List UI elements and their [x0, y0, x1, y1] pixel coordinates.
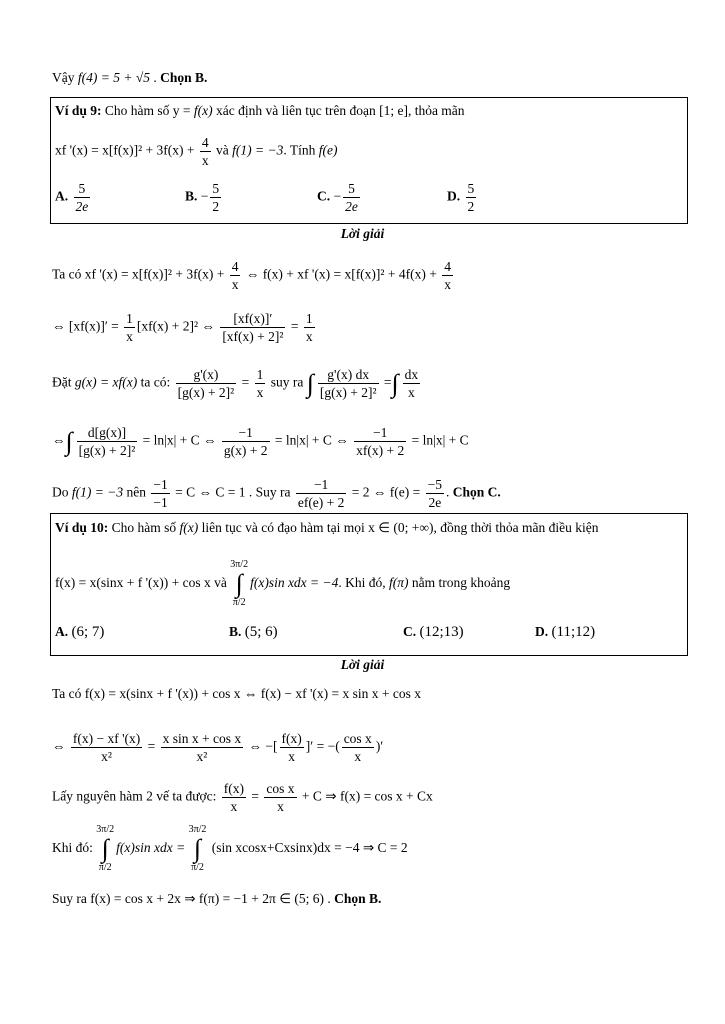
example9-statement: [55, 101, 647, 121]
example10-option-a[interactable]: [55, 624, 104, 641]
solution9-choice: Chọn C.: [452, 484, 501, 500]
solution9-line-1: [52, 258, 685, 293]
frac-num: f(x): [223, 781, 245, 796]
frac-den: x: [201, 153, 209, 168]
frac-den: 2e: [428, 495, 442, 510]
example9-text-1: Cho hàm số y =: [101, 103, 194, 118]
example9-ask: . Tính: [283, 142, 319, 158]
fraction: [354, 424, 406, 459]
frac-den: x²: [101, 749, 112, 764]
fraction: [403, 366, 421, 401]
frac-num: 5: [74, 180, 91, 198]
option-label: B.: [229, 624, 242, 639]
frac-den: xf(x) + 2: [356, 443, 405, 458]
example9-option-b[interactable]: [185, 180, 223, 215]
frac-den: 2e: [345, 199, 358, 214]
solution10-line-2: [52, 730, 685, 765]
definite-integral: 3π/2 ∫ π/2: [188, 823, 207, 873]
solution10-header: Lời giải: [340, 657, 385, 672]
fraction: [161, 730, 244, 765]
integral-upper: 3π/2: [96, 823, 115, 835]
math-text: Lấy nguyên hàm 2 vế ta được:: [52, 788, 220, 804]
solution9-header: Lời giải: [340, 226, 385, 241]
frac-num: −5: [427, 477, 443, 492]
integral-upper: 3π/2: [188, 823, 207, 835]
frac-den: x: [126, 329, 133, 344]
solution9-line-2: [52, 310, 685, 345]
option-label: C.: [403, 624, 417, 639]
option-label: A.: [55, 188, 69, 204]
integral-sign: ∫: [306, 368, 314, 398]
fraction: [222, 780, 246, 815]
math-text: ⇔ [xf(x)]′ =: [52, 318, 119, 334]
math-text: = 2 ⇔ f(e) =: [348, 484, 421, 500]
frac-num: cos x: [266, 781, 295, 796]
example10-fx: f(x): [179, 520, 199, 535]
frac-num: 5: [467, 181, 475, 196]
fraction: [230, 258, 241, 293]
fraction: [255, 366, 266, 401]
frac-num: d[g(x)]: [77, 424, 138, 442]
solution10-line-1: Ta có f(x) = x(sinx + f '(x)) + cos x ⇔ f(x) − xf '(x) = x sin x + cos x: [52, 686, 422, 701]
example10-target: f(π): [389, 575, 409, 590]
example10-text-1: Cho hàm số: [108, 520, 180, 535]
math-text: =: [248, 788, 260, 804]
fraction: [77, 424, 138, 459]
definite-integral: 3π/2 ∫ π/2: [230, 558, 249, 608]
math-text: Ta có xf '(x) = x[f(x)]² + 3f(x) +: [52, 266, 225, 282]
intro-line: [52, 68, 685, 88]
option-label: D.: [535, 624, 549, 639]
math-text: ta có:: [137, 374, 174, 390]
example10-text-5: nằm trong khoảng: [408, 575, 511, 590]
frac-den: x²: [196, 749, 208, 764]
example9-label: Ví dụ 9:: [55, 103, 102, 118]
option-label: C.: [317, 188, 331, 204]
example9-interval: [1; e]: [379, 103, 408, 118]
frac-num: 1: [256, 367, 264, 382]
math-text: nên: [123, 484, 150, 500]
frac-den: x: [444, 277, 451, 292]
intro-dot: .: [153, 70, 161, 85]
math-text: f(x)sin xdx =: [116, 840, 186, 855]
fraction: [176, 366, 237, 401]
option-label: A.: [55, 624, 69, 639]
fraction: [296, 476, 347, 511]
option-value: (6; 7): [71, 624, 105, 640]
math-text: ⇔ −[: [245, 738, 278, 754]
fraction: [280, 730, 304, 765]
math-text: = ln|x| + C ⇔: [271, 432, 349, 448]
frac-num: 5: [212, 181, 220, 196]
example9-fx: f(x): [193, 103, 213, 118]
example9-condition: f(1) = −3: [232, 142, 284, 158]
frac-num: cos x: [343, 731, 372, 746]
math-text: suy ra: [267, 374, 307, 390]
example10-domain: x ∈ (0; +∞): [368, 520, 434, 535]
option-value: (12;13): [419, 624, 464, 640]
frac-den: [g(x) + 2]²: [319, 385, 377, 400]
option-value: [210, 180, 221, 215]
example9-text-2: xác định và liên tục trên đoạn: [212, 103, 380, 118]
option-value: (5; 6): [244, 624, 278, 640]
example9-eq-lhs: xf '(x) = x[f(x)]² + 3f(x) +: [55, 142, 195, 158]
frac-num: −1: [222, 424, 270, 442]
integral-upper: 3π/2: [230, 558, 249, 570]
fraction: [71, 730, 142, 765]
math-text: .: [446, 484, 453, 500]
frac-den: x: [354, 749, 362, 764]
solution9-line-5: [52, 476, 685, 511]
math-text: ]′ = −(: [305, 738, 340, 754]
math-text: =: [380, 374, 392, 390]
option-sign: −: [200, 188, 209, 204]
option-value: [74, 180, 91, 215]
math-text: ⇔: [52, 738, 66, 754]
intro-text: Vậy: [52, 70, 78, 85]
math-text: ⇔: [52, 432, 66, 448]
frac-den: [xf(x) + 2]²: [222, 329, 284, 344]
frac-den: 2e: [75, 199, 89, 214]
option-value: (11;12): [551, 624, 596, 640]
solution10-choice: Chọn B.: [334, 891, 382, 906]
frac-num: 1: [305, 311, 313, 326]
math-text: Do: [52, 484, 72, 500]
example9-option-a[interactable]: [55, 180, 92, 215]
example10-and: và: [210, 575, 231, 590]
example10-option-b[interactable]: [229, 624, 278, 641]
option-label: B.: [185, 188, 198, 204]
option-sign: −: [333, 188, 342, 204]
fraction: [342, 730, 374, 765]
example9-text-3: , thỏa mãn: [407, 103, 465, 118]
frac-den: x: [305, 329, 313, 344]
example9-equation: [55, 134, 647, 169]
math-text: f(1) = −3: [71, 484, 124, 500]
frac-num: 4: [231, 259, 239, 274]
option-value: [466, 180, 477, 215]
math-text: = ln|x| + C ⇔: [139, 432, 217, 448]
intro-formula: f(4) = 5 + √5: [77, 70, 150, 85]
fraction: [151, 476, 169, 511]
integral-lower: π/2: [191, 861, 204, 873]
example9-box: [50, 97, 688, 224]
frac-num: −1: [354, 424, 406, 442]
fraction: [304, 310, 315, 345]
math-text: Khi đó:: [52, 840, 97, 855]
math-text: =: [287, 318, 299, 334]
fraction: [222, 424, 270, 459]
math-text: Suy ra f(x) = cos x + 2x ⇒ f(π) = −1 + 2π ∈ (5; 6) .: [52, 891, 335, 906]
frac-num: 1: [126, 311, 133, 326]
integral-lower: π/2: [232, 596, 246, 608]
frac-num: −1: [296, 476, 347, 494]
frac-num: g'(x) dx: [318, 366, 379, 384]
frac-num: g'(x): [176, 366, 237, 384]
solution10-line-4: [52, 822, 685, 874]
example10-text-4: . Khi đó,: [338, 575, 390, 590]
frac-num: [xf(x)]′: [220, 310, 285, 328]
frac-num: 5: [343, 180, 360, 198]
integral-sign: ∫: [65, 426, 73, 456]
example9-target: f(e): [318, 142, 338, 158]
solution9-line-4: [52, 424, 685, 459]
example9-and: và: [212, 142, 233, 158]
math-text: ⇔ f(x) + xf '(x) = x[f(x)]² + 4f(x) +: [242, 266, 437, 282]
math-text: + C ⇒ f(x) = cos x + Cx: [298, 788, 433, 804]
math-text: [xf(x) + 2]² ⇔: [136, 318, 215, 334]
example10-statement: [55, 518, 647, 538]
frac-num: x sin x + cos x: [162, 731, 242, 746]
math-text: =: [238, 374, 250, 390]
math-text: )′: [375, 738, 384, 754]
math-text: =: [144, 738, 156, 754]
example10-text-2: liên tục và có đạo hàm tại mọi: [198, 520, 369, 535]
example10-equation: [55, 558, 647, 608]
example10-text-3: , đồng thời thỏa mãn điều kiện: [433, 520, 599, 535]
intro-choice: Chọn B.: [160, 70, 208, 85]
frac-num: −1: [153, 477, 168, 492]
math-text: = ln|x| + C: [408, 432, 469, 448]
fraction: [264, 780, 296, 815]
example10-box: [50, 513, 688, 656]
option-label: D.: [447, 188, 461, 204]
integral-lower: π/2: [98, 861, 112, 873]
math-text: g(x) = xf(x): [74, 374, 138, 390]
option-value: [343, 180, 360, 215]
example10-option-c[interactable]: [403, 624, 464, 641]
example9-eq-fraction: [200, 134, 211, 169]
integral-sign: ∫: [391, 368, 399, 398]
example10-option-d[interactable]: [535, 624, 595, 641]
solution10-line-5: [52, 889, 685, 909]
example10-label: Ví dụ 10:: [55, 520, 109, 535]
fraction: [124, 310, 135, 345]
fraction: [442, 258, 453, 293]
definite-integral: 3π/2 ∫ π/2: [96, 823, 115, 873]
example10-integral-body: f(x)sin xdx = −4: [250, 575, 339, 590]
solution10-line-3: [52, 780, 685, 815]
frac-den: [g(x) + 2]²: [177, 385, 235, 400]
fraction: [220, 310, 285, 345]
frac-num: 4: [444, 259, 451, 274]
frac-den: [g(x) + 2]²: [78, 443, 136, 458]
frac-num: 4: [201, 135, 209, 150]
fraction: [318, 366, 379, 401]
example10-eq: f(x) = x(sinx + f '(x)) + cos x: [55, 575, 211, 590]
frac-den: x: [231, 277, 239, 292]
math-text: Đặt: [52, 374, 75, 390]
frac-den: ef(e) + 2: [297, 495, 345, 510]
frac-den: 2: [212, 199, 220, 214]
frac-den: x: [288, 749, 296, 764]
example9-option-c[interactable]: [317, 180, 362, 215]
math-text: (sin xcosx+Cxsinx)dx = −4 ⇒ C = 2: [208, 840, 408, 855]
fraction: [426, 476, 444, 511]
frac-den: x: [230, 799, 238, 814]
example9-option-d[interactable]: [447, 180, 478, 215]
frac-den: 2: [467, 199, 475, 214]
frac-den: x: [408, 385, 415, 400]
solution9-line-3: [52, 366, 685, 401]
frac-den: x: [277, 799, 284, 814]
frac-den: x: [256, 385, 264, 400]
frac-num: f(x): [281, 731, 302, 746]
frac-den: −1: [153, 495, 168, 510]
frac-num: f(x) − xf '(x): [72, 731, 141, 746]
frac-den: g(x) + 2: [223, 443, 268, 458]
math-text: = C ⇔ C = 1 . Suy ra: [171, 484, 294, 500]
frac-num: dx: [404, 367, 419, 382]
